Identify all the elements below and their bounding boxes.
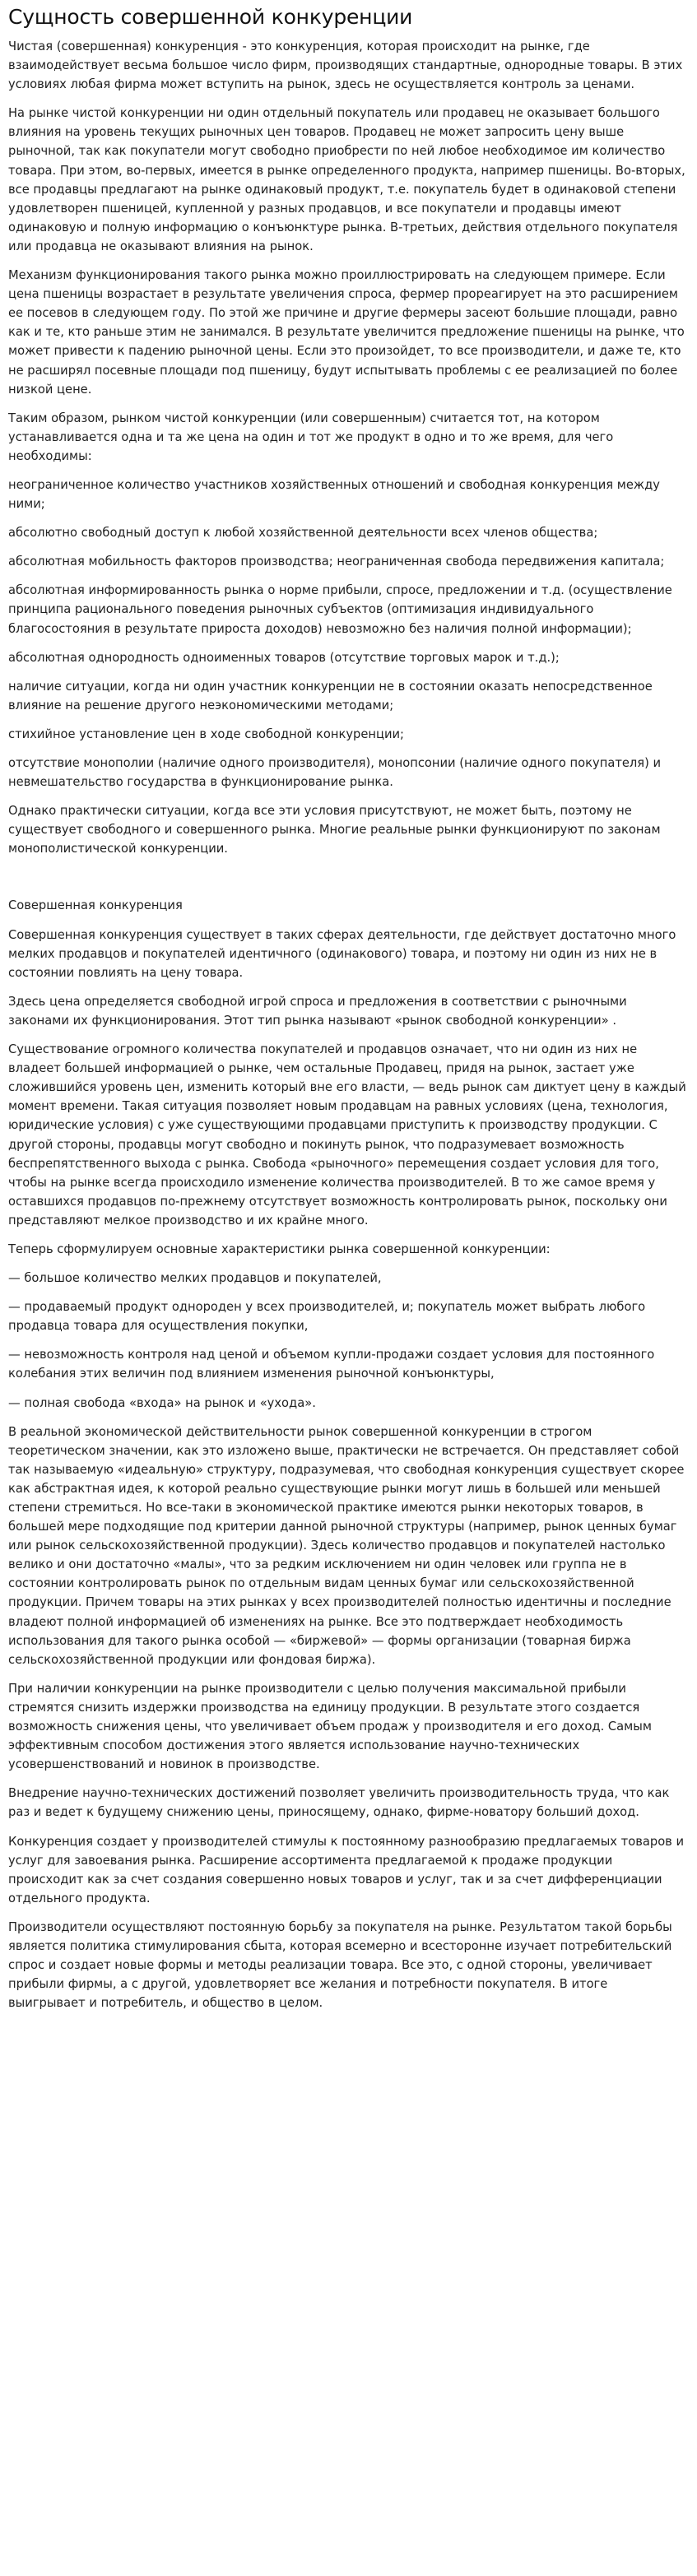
paragraph: Здесь цена определяется свободной игрой спроса и предложения в соответствии с рыночными законами их функционирования. Этот тип рынка называют «рынок свободной конкуренции» . bbox=[8, 994, 627, 1028]
condition-item: неограниченное количество участников хозяйственных отношений и свободная конкуренция между ними; bbox=[8, 477, 660, 512]
paragraph: В реальной экономической действительности рынок совершенной конкуренции в строгом теоретическом значении, как это изложено выше, практически не встречается. Он представляет собой так называемую «идеальную» структуру, подразумевая, что свободная конкуренция существует скорее как абстрактная идея, к которой реально существующие рынки могут лишь в большей или меньшей степени стремиться. Но все-таки в экономической практике имеются рынки некоторых товаров, в большей мере подходящие под критерии данной рыночной структуры (например, рынок ценных бумаг или рынок сельскохозяйственной продукции). Здесь количество продавцов и покупателей настолько велико и они достаточно «малы», что за редким исключением ни один человек или группа не в состоянии контролировать рынок по отдельным видам ценных бумаг или сельскохозяйственной продукции. Причем товары на этих рынках у всех производителей полностью идентичны и последние владеют полной информацией об изменениях на рынке. Все это подтверждает необходимость использования для такого рынка особой — «биржевой» — формы организации (товарная биржа сельскохозяйственной продукции или фондовая биржа). bbox=[8, 1424, 685, 1667]
paragraph: Производители осуществляют постоянную борьбу за покупателя на рынке. Результатом такой борьбы является политика стимулирования сбыта, которая всемерно и всесторонне изучает потребительский спрос и создает новые формы и методы реализации товара. Все это, с одной стороны, увеличивает прибыли фирмы, а с другой, удовлетворяет все желания и потребности покупателя. В итоге выигрывает и потребитель, и общество в целом. bbox=[8, 1919, 672, 2011]
characteristic-item: — невозможность контроля над ценой и объемом купли-продажи создает условия для постоянного колебания этих величин под влиянием изменения рыночной конъюнктуры, bbox=[8, 1348, 655, 1381]
condition-item: абсолютно свободный доступ к любой хозяйственной деятельности всех членов общества; bbox=[8, 526, 598, 541]
page-title: Сущность совершенной конкуренции bbox=[8, 5, 413, 29]
condition-item: стихийное установление цен в ходе свободной конкуренции; bbox=[8, 726, 405, 741]
characteristic-item: — большое количество мелких продавцов и покупателей, bbox=[8, 1271, 382, 1286]
condition-item: отсутствие монополии (наличие одного производителя), монопсонии (наличие одного покупателя) и невмешательство государства в функционирование рынка. bbox=[8, 756, 662, 790]
paragraph: Существование огромного количества покупателей и продавцов означает, что ни один из них не владеет большей информацией о рынке, чем остальные Продавец, придя на рынок, застает уже сложившийся уровень цен, изменить который вне его власти, — ведь рынок сам диктует цену в каждый момент времени. Такая ситуация позволяет новым продавцам на равных условиях (цена, технология, юридические условия) с уже существующими продавцами приступить к производству продукции. С другой стороны, продавцы могут свободно и покинуть рынок, что подразумевает возможность беспрепятственного выхода с рынка. Свобода «рыночного» перемещения создает условия для того, чтобы на рынке всегда происходило изменение количества производителей. В то же самое время у оставшихся продавцов по-прежнему отсутствует возможность контролировать рынок, поскольку они представляют мелкое производство и их крайне много. bbox=[8, 1042, 686, 1228]
paragraph: Конкуренция создает у производителей стимулы к постоянному разнообразию предлагаемых товаров и услуг для завоевания рынка. Расширение ассортимента предлагаемой к продаже продукции происходит как за счет создания совершенно новых товаров и услуг, так и за счет дифференциации отдельного продукта. bbox=[8, 1834, 685, 1905]
condition-item: наличие ситуации, когда ни один участник конкуренции не в состоянии оказать непосредственное влияние на решение другого неэкономическими методами; bbox=[8, 679, 653, 712]
characteristic-item: — продаваемый продукт однороден у всех производителей, и; покупатель может выбрать любого продавца товара для осуществления покупки, bbox=[8, 1300, 646, 1334]
article bbox=[0, 5, 697, 2012]
paragraph: Однако практически ситуации, когда все эти условия присутствуют, не может быть, поэтому не существует свободного и совершенного рынка. Многие реальные рынки функционируют по законам монополистической конкуренции. bbox=[8, 804, 661, 856]
condition-item: абсолютная однородность одноименных товаров (отсутствие торговых марок и т.д.); bbox=[8, 650, 560, 665]
characteristic-item: — полная свобода «входа» на рынок и «ухода». bbox=[8, 1395, 316, 1410]
paragraph: Таким образом, рынком чистой конкуренции (или совершенным) считается тот, на котором устанавливается одна и та же цена на один и тот же продукт в одно и то же время, для чего необходимы: bbox=[8, 411, 614, 463]
section-subheading: Совершенная конкуренция bbox=[8, 898, 183, 913]
paragraph: Совершенная конкуренция существует в таких сферах деятельности, где действует достаточно много мелких продавцов и покупателей идентичного (одинакового) товара, и поэтому ни один из них не в состоянии повлиять на цену товара. bbox=[8, 927, 676, 980]
condition-item: абсолютная мобильность факторов производства; неограниченная свобода передвижения капитала; bbox=[8, 555, 665, 569]
paragraph: На рынке чистой конкуренции ни один отдельный покупатель или продавец не оказывает большого влияния на уровень текущих рыночных цен товаров. Продавец не может запросить цену выше рыночной, так как покупатели могут свободно приобрести по ней любое необходимое им количество товара. При этом, во-первых, имеется в рынке определенного продукта, например пшеницы. Во-вторых, все продавцы предлагают на рынке одинаковый продукт, т.е. покупатель будет в одинаковой степени удовлетворен пшеницей, купленной у разных продавцов, и все покупатели и продавцы имеют одинаковую и полную информацию о конъюнктуре рынка. В-третьих, действия отдельного покупателя или продавца не оказывают влияния на рынок. bbox=[8, 106, 685, 253]
paragraph: Механизм функционирования такого рынка можно проиллюстрировать на следующем примере. Если цена пшеницы возрастает в результате увеличения спроса, фермер прореагирует на это расширением ее посевов в следующем году. По этой же причине и другие фермеры засеют большие площади, равно как и те, кто раньше этим не занимался. В результате увеличится предложение пшеницы на рынке, что может привести к падению рыночной цены. Если это произойдет, то все производители, и даже те, кто не расширял посевные площади под пшеницу, будут испытывать проблемы с ее реализацией по более низкой цене. bbox=[8, 268, 685, 397]
paragraph: Теперь сформулируем основные характеристики рынка совершенной конкуренции: bbox=[8, 1242, 551, 1256]
paragraph: Чистая (совершенная) конкуренция - это конкуренция, которая происходит на рынке, где взаимодействует весьма большое число фирм, производящих стандартные, однородные товары. В этих условиях любая фирма может вступить на рынок, здесь не осуществляется контроль за ценами. bbox=[8, 39, 683, 92]
condition-item: абсолютная информированность рынка о норме прибыли, спросе, предложении и т.д. (осуществление принципа рационального поведения рыночных субъектов (оптимизация индивидуального благосостояния в результате прироста доходов) невозможно без наличия полной информации); bbox=[8, 583, 672, 636]
paragraph: При наличии конкуренции на рынке производители с целью получения максимальной прибыли стремятся снизить издержки производства на единицу продукции. В результате этого создается возможность снижения цены, что увеличивает объем продаж у производителя и его доход. Самым эффективным способом достижения этого является использование научно-технических усовершенствований и новинок в производстве. bbox=[8, 1681, 652, 1772]
paragraph: Внедрение научно-технических достижений позволяет увеличить производительность труда, что как раз и ведет к будущему снижению цены, приносящему, однако, фирме-новатору больший доход. bbox=[8, 1786, 670, 1820]
section-spacer bbox=[8, 868, 687, 896]
